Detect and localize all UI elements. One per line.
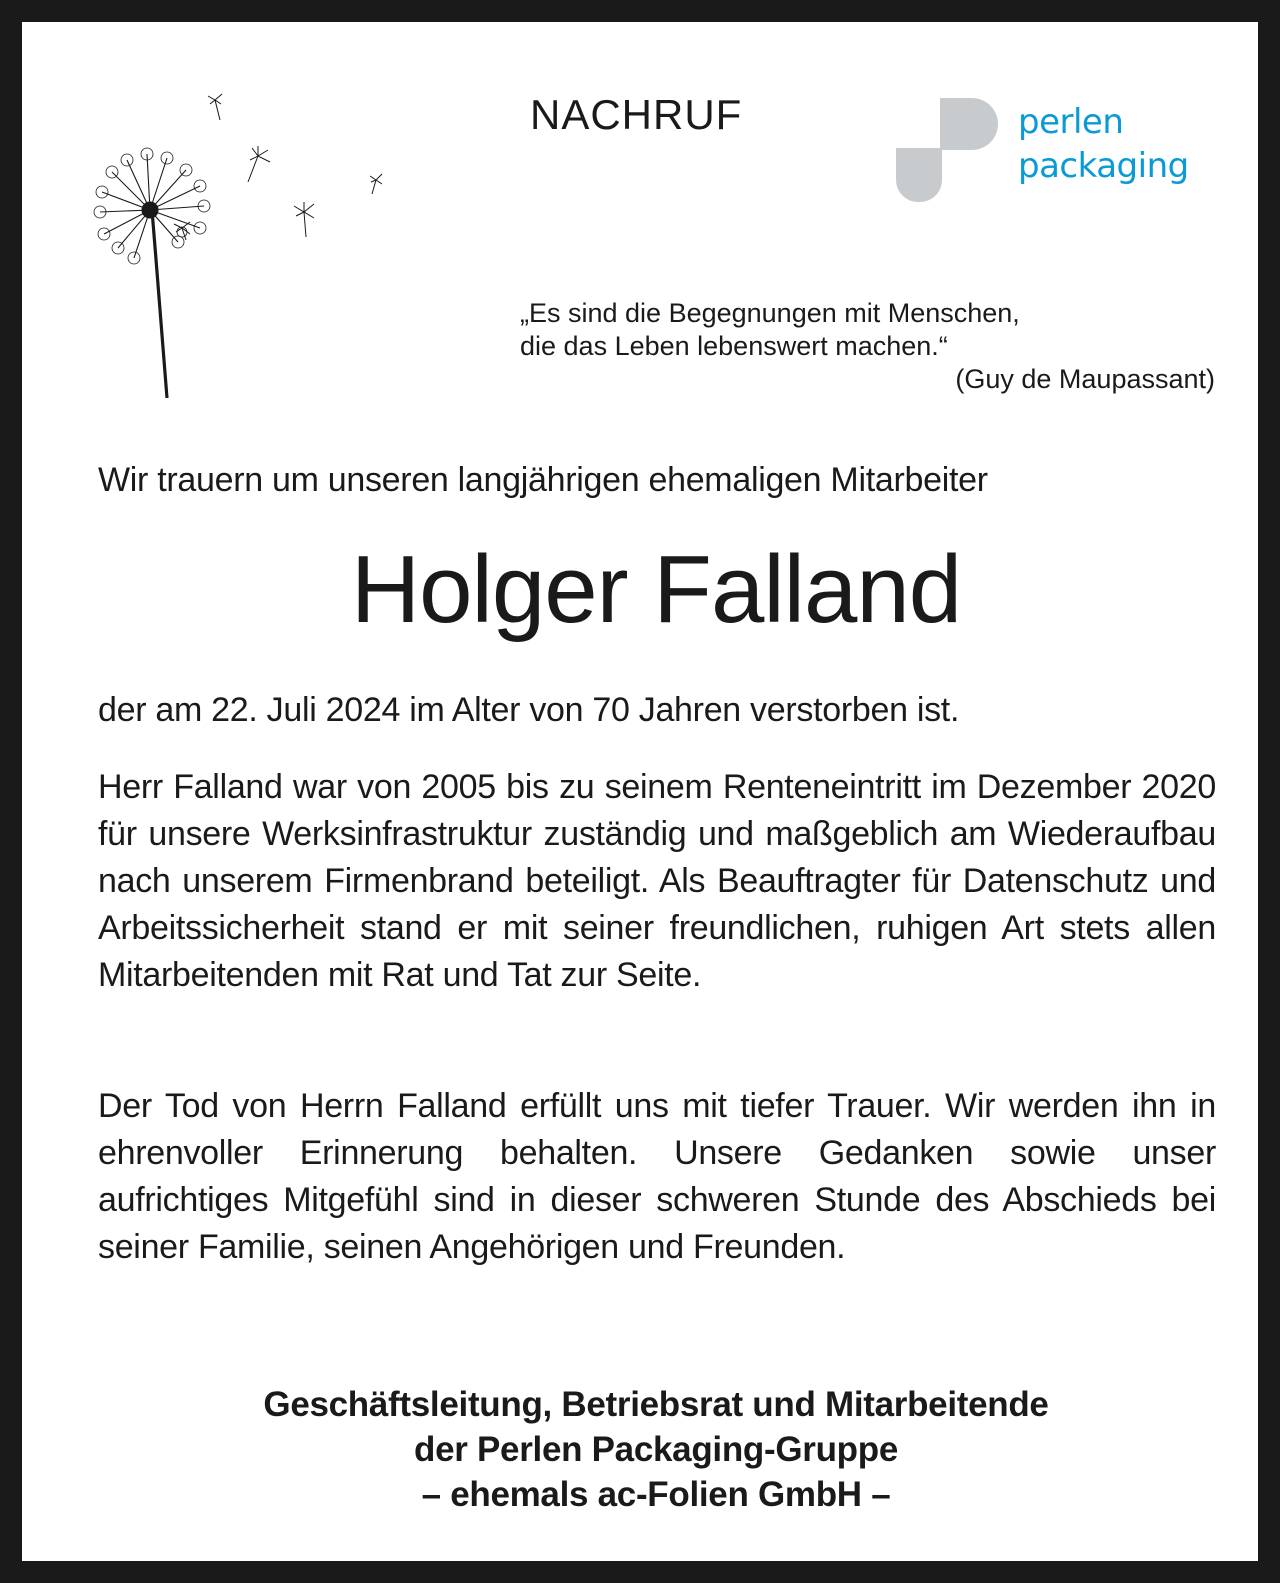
notice-heading: NACHRUF (530, 91, 743, 138)
quote-line: „Es sind die Begegnungen mit Menschen, (520, 298, 1020, 328)
dandelion-icon (82, 82, 422, 412)
signature-line: der Perlen Packaging-Gruppe (414, 1430, 898, 1469)
deceased-name: Holger Falland (350, 536, 962, 643)
intro-line: Wir trauern um unseren langjährigen ehemaligen Mitarbeiter (98, 461, 988, 499)
logo-wordmark (1018, 100, 1189, 188)
condolence-paragraph: Der Tod von Herrn Falland erfüllt uns mit tiefer Trauer. Wir werden ihn in ehrenvoller Erinnerung behalten. Unsere Gedanken sowie unser aufrichtiges Mitgefühl sind in dieser schweren Stunde des Abschieds bei seiner Familie, seinen Angehörigen und Freunden. (98, 1087, 1216, 1266)
quote-line: die das Leben lebenswert machen.“ (520, 331, 948, 361)
signature-block (22, 1382, 1280, 1517)
logo-line-packaging: packaging (1018, 146, 1189, 186)
signature-line: Geschäftsleitung, Betriebsrat und Mitarbeitende (263, 1385, 1049, 1424)
logo-mark-bottom (896, 148, 942, 202)
logo-mark-top (940, 98, 998, 150)
quote-block (520, 297, 1220, 396)
career-paragraph: Herr Falland war von 2005 bis zu seinem Renteneintritt im Dezember 2020 für unsere Werksinfrastruktur zuständig und maßgeblich am Wiederaufbau nach unserem Firmenbrand beteiligt. Als Beauftragter für Datenschutz und Arbeitssicherheit stand er mit seiner freundlichen, ruhigen Art stets allen Mitarbeitenden mit Rat und Tat zur Seite. (98, 768, 1216, 994)
quote-author: (Guy de Maupassant) (955, 364, 1215, 394)
logo-line-perlen: perlen (1018, 102, 1124, 142)
death-date-line: der am 22. Juli 2024 im Alter von 70 Jahren verstorben ist. (98, 691, 960, 729)
signature-line: – ehemals ac-Folien GmbH – (421, 1475, 891, 1514)
